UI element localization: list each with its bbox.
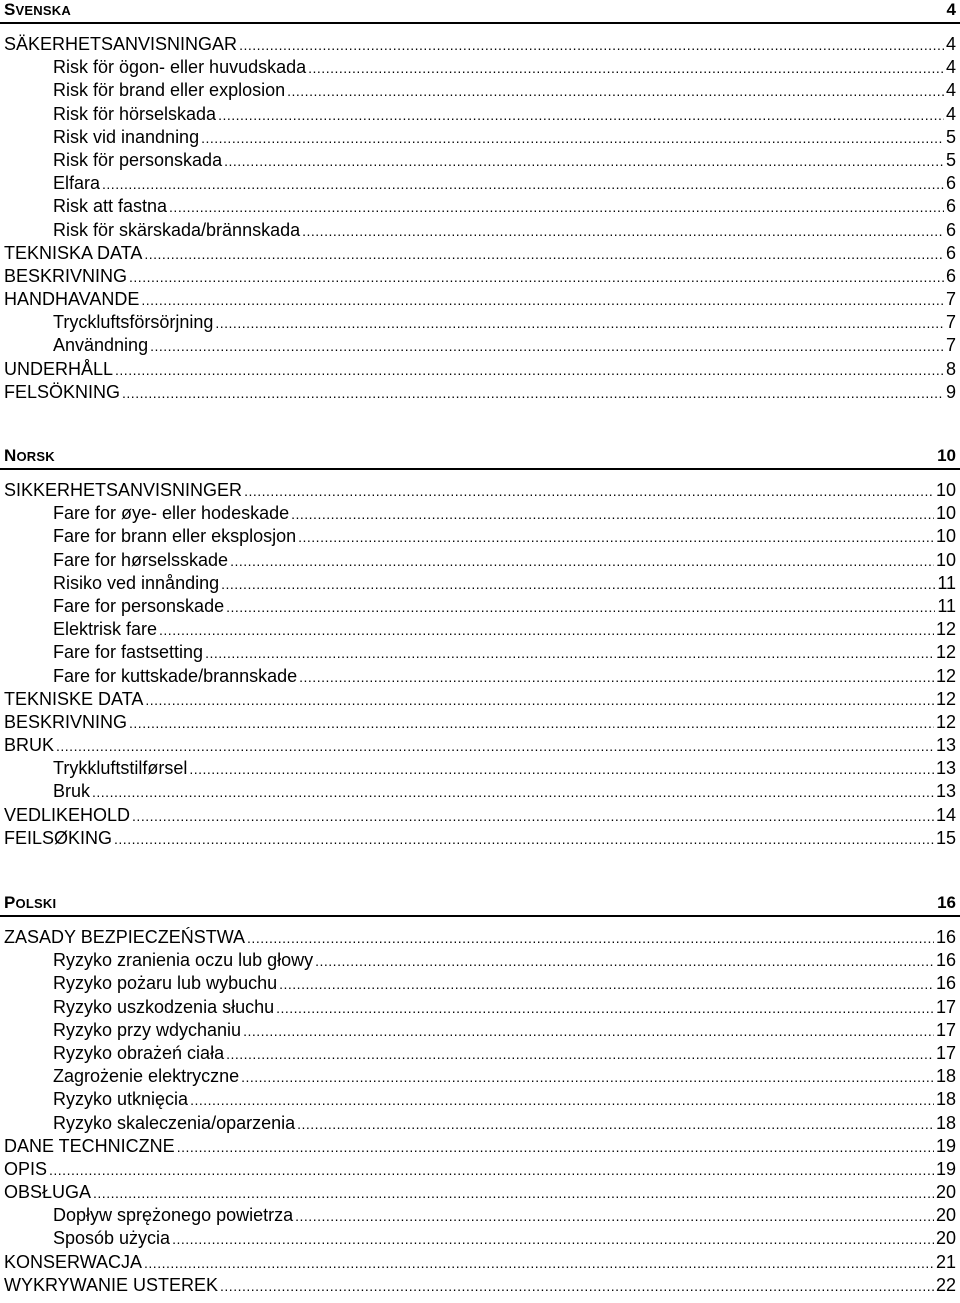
dot-leader [114, 828, 934, 850]
section-title-rest: OLSKI [15, 896, 57, 911]
toc-entry-label: SÄKERHETSANVISNINGAR [4, 34, 238, 54]
dot-leader [224, 150, 944, 172]
toc-entry-page: 16 [935, 950, 956, 971]
toc-entry-label: VEDLIKEHOLD [4, 804, 131, 825]
toc-entries [0, 479, 960, 850]
toc-entry[interactable] [0, 780, 960, 803]
dot-leader [150, 335, 944, 357]
dot-leader [115, 359, 944, 381]
toc-entry-page: 12 [935, 711, 956, 732]
toc-entry-label: SIKKERHETSANVISNINGER [4, 480, 243, 500]
section-title-rest: ORSK [16, 449, 55, 464]
dot-leader [169, 196, 944, 218]
dot-leader [92, 781, 934, 803]
section-page-number: 16 [937, 893, 956, 912]
toc-entry-page: 5 [945, 126, 956, 147]
dot-leader [129, 712, 934, 734]
toc-entry[interactable] [0, 757, 960, 780]
toc-entry-label: Fare for øye- eller hodeskade [53, 503, 290, 524]
toc-entry-label: Risk att fastna [53, 196, 168, 217]
toc-entry-page: 20 [935, 1205, 956, 1226]
toc-entry[interactable] [0, 1181, 960, 1204]
toc-entry-page: 16 [935, 973, 956, 994]
toc-entry-label: Ryzyko uszkodzenia słuchu [53, 996, 275, 1017]
dot-leader [287, 80, 944, 102]
toc-entry[interactable] [0, 1227, 960, 1250]
toc-entry-page: 13 [935, 735, 956, 756]
toc-entry-label: Ryzyko obrażeń ciała [53, 1042, 225, 1063]
section-title [4, 446, 55, 467]
toc-entry-label: Risk för hörselskada [53, 103, 217, 124]
dot-leader [172, 1228, 934, 1250]
toc-entry-label: BRUK [4, 735, 55, 756]
toc-entry-page: 6 [945, 242, 956, 263]
toc-entry-label: UNDERHÅLL [4, 358, 114, 379]
toc-entry-page: 9 [945, 381, 956, 402]
toc-entry-label: Ryzyko zranienia oczu lub głowy [53, 950, 314, 971]
toc-entries [0, 926, 960, 1297]
toc-entry-page: 6 [945, 219, 956, 240]
toc-entry[interactable] [0, 1042, 960, 1065]
dot-leader [226, 1043, 934, 1065]
dot-leader [297, 1113, 934, 1135]
toc-entry-label: Risk för brand eller explosion [53, 80, 286, 101]
toc-entry-page: 10 [935, 526, 956, 547]
dot-leader [189, 758, 934, 780]
section-title-initial: P [4, 893, 16, 912]
toc-entry[interactable] [0, 1158, 960, 1181]
toc-entry-page: 18 [935, 1112, 956, 1133]
section-page-number: 4 [946, 0, 956, 19]
section-svenska [0, 0, 960, 404]
toc-entry-label: Zagrożenie elektryczne [53, 1066, 240, 1087]
toc-entry-label: Tryckluftsförsörjning [53, 312, 214, 333]
toc-entry-label: ZASADY BEZPIECZEŃSTWA [4, 927, 246, 947]
toc-entry-page: 4 [945, 34, 956, 54]
dot-leader [215, 312, 944, 334]
toc-entry-page: 13 [935, 758, 956, 779]
dot-leader [220, 1275, 934, 1297]
toc-entry-label: Risk för skärskada/brännskada [53, 219, 301, 240]
toc-entry-page: 10 [935, 503, 956, 524]
dot-leader [201, 127, 944, 149]
dot-leader [295, 1205, 934, 1227]
toc-entry-page: 12 [935, 619, 956, 640]
toc-entry[interactable] [0, 641, 960, 664]
toc-entry-page: 5 [945, 149, 956, 170]
section-header [0, 0, 960, 24]
dot-leader [230, 550, 934, 572]
toc-entry[interactable] [0, 33, 960, 56]
toc-entry[interactable] [0, 949, 960, 972]
dot-leader [129, 266, 944, 288]
toc-entry-label: OBSŁUGA [4, 1182, 92, 1203]
toc-entry-page: 14 [935, 804, 956, 825]
dot-leader [144, 243, 944, 265]
toc-entry-page: 11 [937, 572, 956, 593]
toc-entry-page: 18 [935, 1089, 956, 1110]
toc-entry-label: Elfara [53, 173, 101, 194]
toc-entry-page: 4 [945, 57, 956, 78]
toc-entry-label: Bruk [53, 781, 91, 802]
toc-entry-label: FELSÖKNING [4, 381, 121, 402]
toc-entry-label: Trykkluftstilførsel [53, 758, 188, 779]
dot-leader [244, 480, 934, 502]
toc-entry[interactable] [0, 595, 960, 618]
dot-leader [159, 619, 934, 641]
toc-entry-label: Ryzyko skaleczenia/oparzenia [53, 1112, 296, 1133]
dot-leader [221, 573, 935, 595]
toc-entry-page: 7 [945, 289, 956, 310]
toc-entry-label: Elektrisk fare [53, 619, 158, 640]
toc-entry-page: 10 [935, 480, 956, 500]
toc-entry[interactable] [0, 549, 960, 572]
toc-entry-label: KONSERWACJA [4, 1251, 143, 1272]
toc-entry-page: 4 [945, 103, 956, 124]
toc-entry-page: 21 [935, 1251, 956, 1272]
toc-entry-page: 19 [935, 1135, 956, 1156]
toc-entry-page: 6 [945, 196, 956, 217]
toc-entry-page: 7 [945, 335, 956, 356]
toc-entry[interactable] [0, 1019, 960, 1042]
toc-entry[interactable] [0, 711, 960, 734]
dot-leader [315, 950, 934, 972]
toc-entry-page: 19 [935, 1158, 956, 1179]
dot-leader [302, 220, 944, 242]
toc-entry[interactable] [0, 79, 960, 102]
toc-entry[interactable] [0, 1204, 960, 1227]
dot-leader [141, 289, 944, 311]
toc-entry[interactable] [0, 1274, 960, 1297]
toc-entry[interactable] [0, 1065, 960, 1088]
section-header [0, 893, 960, 917]
toc-entry[interactable] [0, 265, 960, 288]
toc-entry[interactable] [0, 242, 960, 265]
dot-leader [205, 642, 934, 664]
section-title-initial: S [4, 0, 16, 19]
toc-entries [0, 33, 960, 404]
dot-leader [308, 57, 944, 79]
toc-entry[interactable] [0, 103, 960, 126]
toc-entry-label: Sposób użycia [53, 1228, 171, 1249]
toc-entry[interactable] [0, 1088, 960, 1111]
section-title [4, 893, 56, 914]
toc-entry-page: 12 [935, 665, 956, 686]
dot-leader [122, 382, 944, 404]
dot-leader [279, 973, 934, 995]
toc-entry-label: Ryzyko pożaru lub wybuchu [53, 973, 278, 994]
toc-entry-label: Användning [53, 335, 149, 356]
dot-leader [132, 805, 934, 827]
toc-entry[interactable] [0, 926, 960, 949]
toc-entry[interactable] [0, 381, 960, 404]
toc-entry-label: BESKRIVNING [4, 711, 128, 732]
dot-leader [102, 173, 944, 195]
toc-entry[interactable] [0, 525, 960, 548]
toc-entry-label: Ryzyko utknięcia [53, 1089, 189, 1110]
toc-entry-page: 11 [937, 595, 956, 616]
dot-leader [93, 1182, 934, 1204]
toc-entry[interactable] [0, 311, 960, 334]
dot-leader [243, 1020, 934, 1042]
toc-entry[interactable] [0, 288, 960, 311]
toc-entry-page: 15 [935, 827, 956, 848]
toc-entry-page: 13 [935, 781, 956, 802]
toc-entry[interactable] [0, 219, 960, 242]
section-header [0, 446, 960, 470]
toc-entry[interactable] [0, 996, 960, 1019]
toc-entry[interactable] [0, 804, 960, 827]
toc-entry-page: 12 [935, 642, 956, 663]
dot-leader [144, 1252, 934, 1274]
dot-leader [298, 526, 934, 548]
toc-entry-page: 17 [935, 1042, 956, 1063]
toc-entry-page: 22 [935, 1274, 956, 1295]
section-title-initial: N [4, 446, 17, 465]
dot-leader [241, 1066, 934, 1088]
dot-leader [177, 1136, 934, 1158]
toc-entry-page: 10 [935, 549, 956, 570]
toc-entry[interactable] [0, 195, 960, 218]
toc-entry-label: Fare for hørselsskade [53, 549, 229, 570]
dot-leader [145, 689, 934, 711]
toc-entry[interactable] [0, 502, 960, 525]
dot-leader [299, 666, 934, 688]
toc-entry-label: TEKNISKE DATA [4, 688, 144, 709]
toc-entry[interactable] [0, 358, 960, 381]
dot-leader [291, 503, 934, 525]
toc-entry[interactable] [0, 56, 960, 79]
toc-entry[interactable] [0, 1251, 960, 1274]
toc-entry-label: BESKRIVNING [4, 265, 128, 286]
toc-entry-label: HANDHAVANDE [4, 289, 140, 310]
toc-entry-page: 8 [945, 358, 956, 379]
toc-entry[interactable] [0, 126, 960, 149]
dot-leader [239, 34, 944, 56]
section-norsk [0, 446, 960, 850]
toc-entry-page: 16 [935, 927, 956, 947]
toc-entry-page: 18 [935, 1066, 956, 1087]
toc-entry[interactable] [0, 665, 960, 688]
toc-entry-page: 20 [935, 1228, 956, 1249]
toc-entry[interactable] [0, 972, 960, 995]
section-polski [0, 893, 960, 1297]
toc-entry-label: WYKRYWANIE USTEREK [4, 1274, 219, 1295]
toc-entry[interactable] [0, 572, 960, 595]
toc-entry[interactable] [0, 334, 960, 357]
toc-entry[interactable] [0, 479, 960, 502]
toc-entry-label: Fare for brann eller eksplosjon [53, 526, 297, 547]
toc-entry-label: TEKNISKA DATA [4, 242, 143, 263]
section-page-number: 10 [937, 446, 956, 465]
toc-entry-label: Ryzyko przy wdychaniu [53, 1019, 242, 1040]
toc-entry-page: 6 [945, 265, 956, 286]
toc-entry[interactable] [0, 618, 960, 641]
toc-entry[interactable] [0, 1135, 960, 1158]
toc-entry[interactable] [0, 734, 960, 757]
toc-entry-label: Risk för ögon- eller huvudskada [53, 57, 307, 78]
toc-entry[interactable] [0, 688, 960, 711]
dot-leader [247, 927, 934, 949]
toc-entry-label: Fare for fastsetting [53, 642, 204, 663]
toc-entry-label: DANE TECHNICZNE [4, 1135, 175, 1156]
dot-leader [49, 1159, 934, 1181]
dot-leader [190, 1089, 934, 1111]
section-title-rest: VENSKA [15, 3, 71, 18]
toc-entry[interactable] [0, 1112, 960, 1135]
toc-entry-label: Fare for kuttskade/brannskade [53, 665, 298, 686]
toc-entry-page: 7 [945, 312, 956, 333]
toc-entry-label: Risk vid inandning [53, 126, 200, 147]
toc-entry-page: 20 [935, 1182, 956, 1203]
toc-entry-label: Risiko ved innånding [53, 572, 220, 593]
toc-entry-page: 17 [935, 996, 956, 1017]
toc-entry-page: 17 [935, 1019, 956, 1040]
dot-leader [218, 104, 944, 126]
toc-entry-label: Dopływ sprężonego powietrza [53, 1205, 294, 1226]
toc-entry-page: 4 [945, 80, 956, 101]
toc-entry-label: Risk för personskada [53, 149, 223, 170]
section-title [4, 0, 71, 21]
dot-leader [276, 997, 934, 1019]
toc-entry-label: OPIS [4, 1158, 48, 1179]
toc-entry[interactable] [0, 149, 960, 172]
toc-entry[interactable] [0, 827, 960, 850]
dot-leader [56, 735, 934, 757]
toc-entry-page: 12 [935, 688, 956, 709]
toc-entry[interactable] [0, 172, 960, 195]
toc-entry-label: FEILSØKING [4, 827, 113, 848]
toc-entry-page: 6 [945, 173, 956, 194]
dot-leader [226, 596, 935, 618]
toc-entry-label: Fare for personskade [53, 595, 225, 616]
